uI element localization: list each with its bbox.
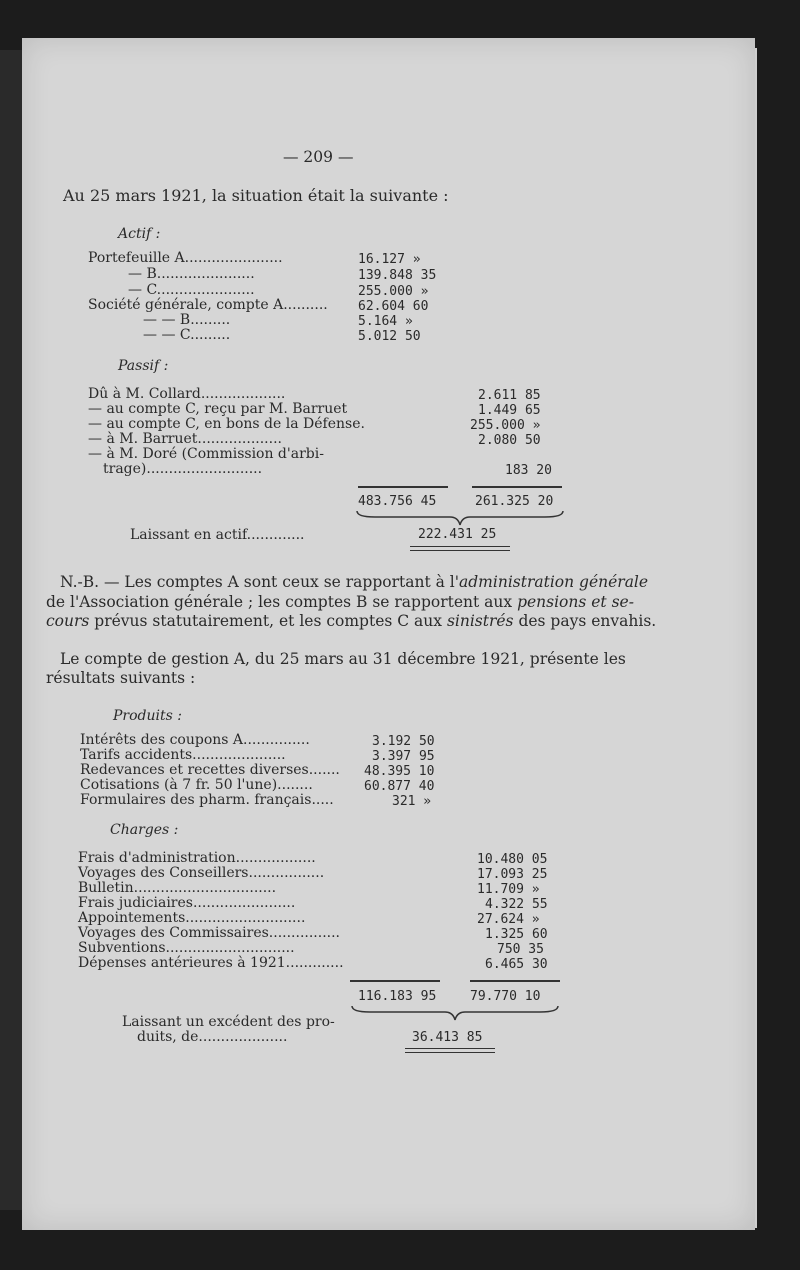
produits-row-value: 60.877 40 [364, 779, 435, 794]
nb-line-3 [46, 612, 656, 630]
charges-row-value: 17.093 25 [477, 867, 548, 882]
intro-line: Au 25 mars 1921, la situation était la suivante : [63, 186, 449, 205]
produits-row-label: Cotisations (à 7 fr. 50 l'une)........ [80, 777, 313, 793]
passif-row-label: — au compte C, en bons de la Défense. [88, 416, 365, 432]
double-rule [405, 1048, 495, 1049]
actif-row-label: — C...................... [128, 282, 255, 298]
charges-row-value: 6.465 30 [485, 957, 548, 972]
charges-row-value: 1.325 60 [485, 927, 548, 942]
brace-icon [350, 1004, 560, 1022]
actif-row-value: 16.127 » [358, 252, 421, 267]
actif-row-label: — B...................... [128, 266, 255, 282]
charges-row-value: 10.480 05 [477, 852, 548, 867]
total-actif: 483.756 45 [358, 494, 437, 509]
book-spine-left [0, 50, 22, 1210]
charges-row-label: Voyages des Commissaires................ [78, 925, 341, 941]
passif-row-value: 2.611 85 [478, 388, 541, 403]
nb-italic: sinistrés [446, 612, 514, 630]
passif-row-label: — à M. Doré (Commission d'arbi- [88, 446, 324, 462]
page-number: — 209 — [283, 148, 354, 166]
nb-italic: pensions et se- [517, 593, 634, 611]
total-rule [350, 980, 440, 982]
total-charges: 79.770 10 [470, 989, 541, 1004]
passif-row-label: — au compte C, reçu par M. Barruet [88, 401, 348, 417]
produits-row-value: 3.192 50 [372, 734, 435, 749]
passif-row-value: 2.080 50 [478, 433, 541, 448]
actif-row-label: Portefeuille A...................... [88, 250, 283, 266]
nb-line-1 [60, 573, 648, 591]
charges-row-value: 750 35 [497, 942, 544, 957]
charges-row-label: Bulletin................................ [78, 880, 277, 896]
actif-row-label: Société générale, compte A.......... [88, 297, 328, 313]
nb-text: prévus statutairement, et les comptes C aux [89, 612, 447, 630]
total-rule [470, 980, 560, 982]
laissant-actif-label: Laissant en actif............. [130, 527, 305, 543]
charges-row-label: Frais d'administration.................. [78, 850, 316, 866]
produits-heading: Produits : [113, 708, 182, 724]
passif-row-label: — à M. Barruet................... [88, 431, 282, 447]
passif-row-label: Dû à M. Collard................... [88, 386, 286, 402]
actif-row-label: — — B......... [143, 312, 231, 328]
produits-row-value: 321 » [392, 794, 432, 809]
nb-line-2 [46, 593, 634, 611]
produits-row-value: 48.395 10 [364, 764, 435, 779]
charges-row-value: 4.322 55 [485, 897, 548, 912]
produits-row-label: Intérêts des coupons A............... [80, 732, 310, 748]
actif-heading: Actif : [118, 226, 161, 242]
brace-icon [355, 509, 565, 527]
nb-text: des pays envahis. [513, 612, 657, 630]
charges-heading: Charges : [110, 822, 179, 838]
actif-row-value: 255.000 » [358, 284, 429, 299]
excedent-label-2: duits, de.................... [137, 1029, 288, 1045]
total-rule [472, 486, 562, 488]
laissant-actif-value: 222.431 25 [418, 527, 497, 542]
actif-row-value: 5.164 » [358, 314, 413, 329]
actif-row-value: 5.012 50 [358, 329, 421, 344]
double-rule [410, 546, 510, 547]
charges-row-label: Appointements........................... [78, 910, 306, 926]
produits-row-value: 3.397 95 [372, 749, 435, 764]
passif-row-value: 1.449 65 [478, 403, 541, 418]
nb-italic: administration générale [459, 573, 649, 591]
total-passif: 261.325 20 [475, 494, 554, 509]
charges-row-value: 11.709 » [477, 882, 540, 897]
double-rule [410, 550, 510, 551]
charges-row-label: Voyages des Conseillers................. [78, 865, 325, 881]
nb-italic: cours [46, 612, 90, 630]
actif-row-value: 62.604 60 [358, 299, 429, 314]
charges-row-label: Subventions............................. [78, 940, 295, 956]
produits-row-label: Redevances et recettes diverses....... [80, 762, 340, 778]
produits-row-label: Tarifs accidents..................... [80, 747, 286, 763]
nb-text: N.-B. — Les comptes A sont ceux se rapportant à l' [60, 573, 460, 591]
charges-row-label: Frais judiciaires....................... [78, 895, 296, 911]
passif-row-value: 183 20 [505, 463, 552, 478]
passif-row-value: 255.000 » [470, 418, 541, 433]
total-rule [358, 486, 448, 488]
book-page [22, 38, 755, 1230]
nb-text: de l'Association générale ; les comptes B se rapportent aux [46, 593, 518, 611]
charges-row-label: Dépenses antérieures à 1921............. [78, 955, 344, 971]
actif-row-value: 139.848 35 [358, 268, 437, 283]
gestion-line-1: Le compte de gestion A, du 25 mars au 31 décembre 1921, présente les [60, 650, 626, 668]
produits-row-label: Formulaires des pharm. français..... [80, 792, 334, 808]
double-rule [405, 1052, 495, 1053]
total-produits: 116.183 95 [358, 989, 437, 1004]
passif-heading: Passif : [118, 358, 169, 374]
gestion-line-2: résultats suivants : [46, 669, 196, 687]
excedent-label-1: Laissant un excédent des pro- [122, 1014, 335, 1030]
charges-row-value: 27.624 » [477, 912, 540, 927]
excedent-value: 36.413 85 [412, 1030, 483, 1045]
actif-row-label: — — C......... [143, 327, 231, 343]
passif-row-label: trage).......................... [103, 461, 263, 477]
